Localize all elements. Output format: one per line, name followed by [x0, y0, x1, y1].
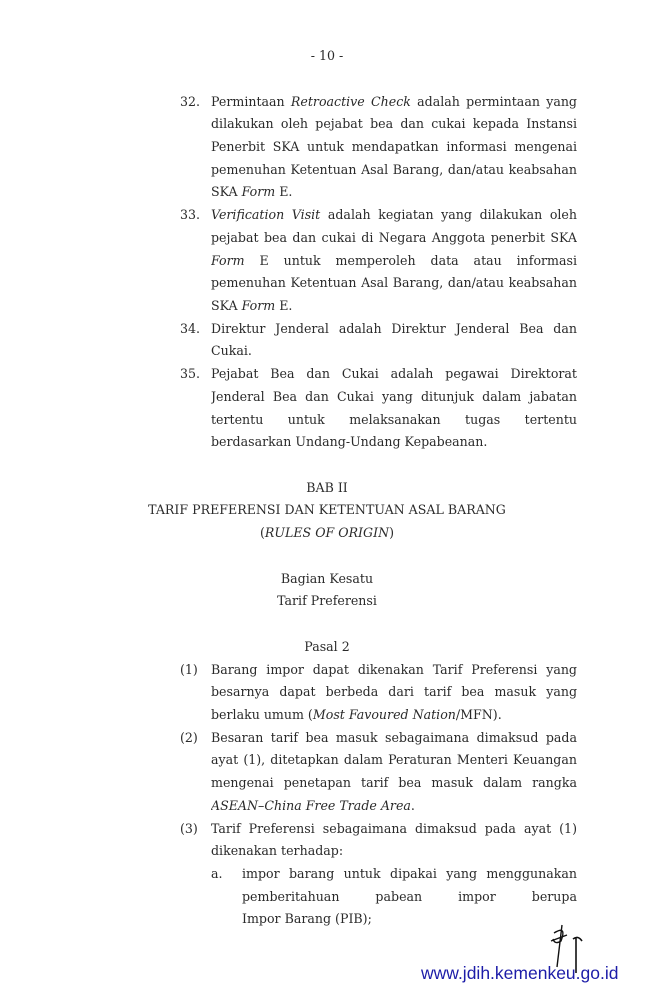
text-segment: E.: [275, 297, 293, 313]
text-segment: Direktur Jenderal adalah Direktur Jenderal Bea dan: [211, 320, 577, 336]
paragraph-line: [211, 748, 577, 771]
item-number: (1): [180, 661, 198, 677]
text-segment: ): [389, 525, 395, 541]
text-segment: Barang impor dapat dikenakan Tarif Preferensi yang: [211, 661, 577, 677]
text-segment: Cukai.: [211, 343, 252, 359]
paragraph-line: [211, 180, 577, 203]
text-segment: E.: [275, 184, 293, 200]
text-segment: dikenakan terhadap:: [211, 843, 344, 859]
paragraph-line: [211, 135, 577, 158]
text-segment: Form: [211, 252, 245, 268]
text-segment: impor barang untuk dipakai yang menggunakan: [242, 865, 577, 881]
paragraph-line: [211, 771, 577, 794]
item-number: (3): [180, 820, 198, 836]
paragraph-line: [211, 430, 577, 453]
watermark-url[interactable]: www.jdih.kemenkeu.go.id: [421, 963, 619, 983]
text-segment: Impor Barang (PIB);: [242, 911, 372, 927]
page-number: - 10 -: [310, 48, 344, 63]
text-segment: Permintaan: [211, 93, 291, 109]
paragraph-line: [211, 794, 577, 817]
paragraph-line: [211, 158, 577, 181]
item-number: 33.: [180, 207, 201, 223]
text-segment: Pasal 2: [304, 638, 350, 654]
paragraph-line: [211, 408, 577, 431]
paragraph-line: [211, 203, 577, 226]
paragraph-line: [242, 907, 577, 930]
text-segment: SKA: [211, 297, 242, 313]
text-segment: Most Favoured Nation: [312, 706, 456, 722]
heading-line: [0, 521, 654, 544]
text-segment: Bagian Kesatu: [280, 570, 374, 586]
text-segment: berdasarkan Undang-Undang Kepabeanan.: [211, 434, 488, 450]
paragraph-line: [211, 294, 577, 317]
text-segment: Retroactive Check: [290, 93, 411, 109]
text-segment: (: [259, 525, 265, 541]
paragraph-line: [211, 362, 577, 385]
text-segment: berlaku umum (: [211, 706, 313, 722]
paragraph-line: [211, 703, 577, 726]
paragraph-line: [211, 817, 577, 840]
text-segment: ayat (1), ditetapkan dalam Peraturan Menteri Keuangan: [211, 752, 577, 768]
paragraph-line: [211, 839, 577, 862]
item-number: 35.: [180, 366, 201, 382]
text-segment: Jenderal Bea dan Cukai yang ditunjuk dalam jabatan: [211, 388, 577, 404]
text-segment: besarnya dapat berbeda dari tarif bea masuk yang: [211, 684, 577, 700]
paragraph-line: [211, 680, 577, 703]
paragraph-line: [211, 112, 577, 135]
paragraph-line: [211, 339, 577, 362]
subitem-label: a.: [211, 865, 223, 881]
text-segment: Penerbit SKA untuk mendapatkan informasi mengenai: [211, 138, 577, 154]
text-segment: Form: [241, 184, 276, 200]
heading-line: [0, 476, 654, 499]
text-segment: ASEAN–China Free Trade Area: [211, 797, 411, 813]
text-segment: SKA: [211, 184, 242, 200]
heading-line: [0, 498, 654, 521]
item-number: (2): [180, 729, 198, 745]
paragraph-line: [211, 249, 577, 272]
text-segment: BAB II: [306, 479, 348, 495]
text-segment: .: [410, 797, 415, 813]
paragraph-line: [211, 90, 577, 113]
text-segment: dilakukan oleh pejabat bea dan cukai kepada Instansi: [211, 116, 577, 132]
paragraph-line: [211, 726, 577, 749]
paragraph-line: [211, 226, 577, 249]
text-segment: adalah permintaan yang: [410, 93, 577, 109]
item-number: 34.: [180, 320, 201, 336]
text-segment: Tarif Preferensi sebagaimana dimaksud pada ayat (1): [211, 820, 577, 836]
text-segment: E untuk memperoleh data atau informasi: [259, 252, 577, 268]
paragraph-line: [211, 317, 577, 340]
text-segment: Verification Visit: [211, 207, 321, 223]
text-segment: pemenuhan Ketentuan Asal Barang, dan/atau keabsahan: [211, 275, 577, 291]
heading-line: [0, 589, 654, 612]
heading-line: [0, 567, 654, 590]
text-segment: Besaran tarif bea masuk sebagaimana dimaksud pada: [211, 729, 577, 745]
text-segment: /MFN).: [455, 706, 502, 722]
text-segment: adalah kegiatan yang dilakukan oleh: [320, 207, 577, 223]
text-segment: Pejabat Bea dan Cukai adalah pegawai Direktorat: [211, 366, 577, 382]
text-segment: mengenai penetapan tarif bea masuk dalam rangka: [211, 775, 577, 791]
paragraph-line: [211, 271, 577, 294]
item-number: 32.: [180, 93, 201, 109]
text-segment: RULES OF ORIGIN: [264, 525, 390, 541]
paragraph-line: [242, 862, 577, 885]
text-segment: pemberitahuan pabean impor berupa: [242, 888, 577, 904]
paragraph-line: [242, 885, 577, 908]
text-segment: Tarif Preferensi: [277, 593, 377, 609]
paragraph-line: [211, 385, 577, 408]
text-segment: Form: [241, 297, 276, 313]
text-segment: tertentu untuk melaksanakan tugas tertentu: [211, 411, 577, 427]
text-segment: pejabat bea dan cukai di Negara Anggota penerbit SKA: [211, 229, 577, 245]
paragraph-line: [211, 658, 577, 681]
text-segment: pemenuhan Ketentuan Asal Barang, dan/atau keabsahan: [211, 161, 577, 177]
heading-line: [0, 635, 654, 658]
text-segment: TARIF PREFERENSI DAN KETENTUAN ASAL BARANG: [148, 502, 506, 518]
